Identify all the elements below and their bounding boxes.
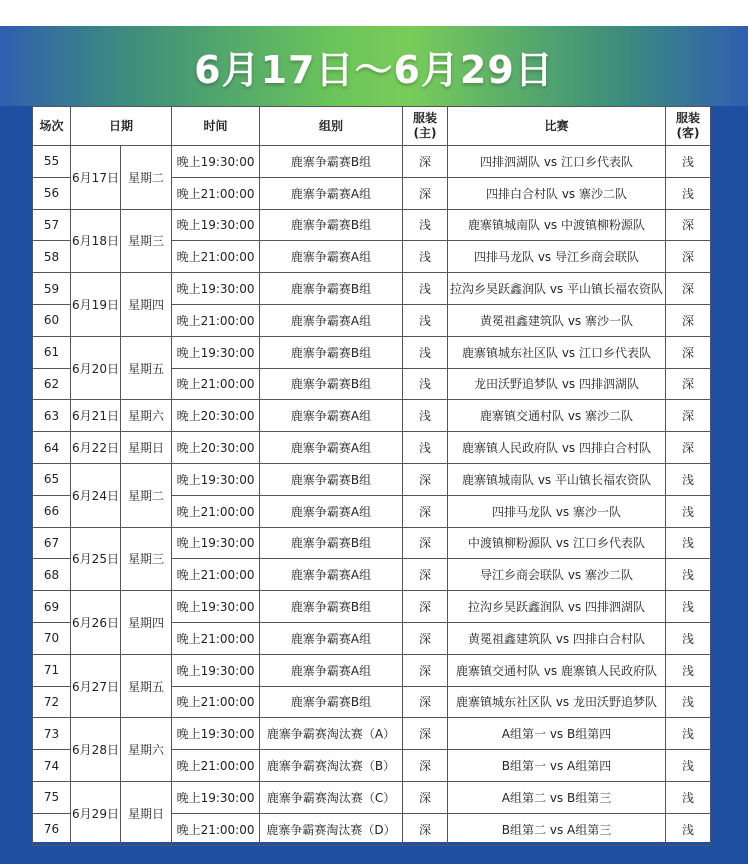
time-cell: 晚上20:30:00 xyxy=(172,400,260,432)
home-kit-cell: 浅 xyxy=(403,432,448,464)
table-row xyxy=(33,209,711,241)
weekday-cell: 星期日 xyxy=(121,781,172,845)
date-cell: 6月29日 xyxy=(71,781,121,845)
match-cell: 四排马龙队 vs 寨沙一队 xyxy=(448,495,666,527)
match-cell: B组第一 vs A组第四 xyxy=(448,750,666,782)
group-cell: 鹿寨争霸赛B组 xyxy=(260,146,403,178)
table-row xyxy=(33,432,711,464)
home-kit-cell: 深 xyxy=(403,654,448,686)
table-row xyxy=(33,336,711,368)
group-cell: 鹿寨争霸赛B组 xyxy=(260,209,403,241)
home-kit-cell: 深 xyxy=(403,463,448,495)
table-row xyxy=(33,718,711,750)
away-kit-cell: 浅 xyxy=(666,559,711,591)
table-row xyxy=(33,463,711,495)
match-cell: 鹿寨镇交通村队 vs 鹿寨镇人民政府队 xyxy=(448,654,666,686)
time-cell: 晚上19:30:00 xyxy=(172,209,260,241)
date-cell: 6月25日 xyxy=(71,527,121,591)
home-kit-cell: 深 xyxy=(403,622,448,654)
away-kit-cell: 浅 xyxy=(666,718,711,750)
away-kit-cell: 浅 xyxy=(666,654,711,686)
match-number: 62 xyxy=(33,368,71,400)
match-number: 63 xyxy=(33,400,71,432)
date-cell: 6月17日 xyxy=(71,146,121,210)
away-kit-cell: 浅 xyxy=(666,591,711,623)
match-number: 66 xyxy=(33,495,71,527)
group-cell: 鹿寨争霸赛A组 xyxy=(260,559,403,591)
home-kit-cell: 深 xyxy=(403,527,448,559)
home-kit-cell: 深 xyxy=(403,813,448,845)
group-cell: 鹿寨争霸赛淘汰赛（D） xyxy=(260,813,403,845)
weekday-cell: 星期日 xyxy=(121,432,172,464)
header-away-kit-line1: 服装 xyxy=(676,111,701,125)
schedule-table-container xyxy=(32,106,710,842)
home-kit-cell: 深 xyxy=(403,686,448,718)
match-number: 67 xyxy=(33,527,71,559)
match-cell: 鹿寨镇交通村队 vs 寨沙二队 xyxy=(448,400,666,432)
match-cell: 鹿寨镇城南队 vs 中渡镇柳粉源队 xyxy=(448,209,666,241)
group-cell: 鹿寨争霸赛A组 xyxy=(260,241,403,273)
header-match: 比赛 xyxy=(448,107,666,146)
weekday-cell: 星期二 xyxy=(121,463,172,527)
away-kit-cell: 深 xyxy=(666,273,711,305)
weekday-cell: 星期四 xyxy=(121,591,172,655)
table-row xyxy=(33,400,711,432)
away-kit-cell: 浅 xyxy=(666,463,711,495)
time-cell: 晚上21:00:00 xyxy=(172,495,260,527)
time-cell: 晚上21:00:00 xyxy=(172,750,260,782)
time-cell: 晚上21:00:00 xyxy=(172,686,260,718)
away-kit-cell: 浅 xyxy=(666,177,711,209)
group-cell: 鹿寨争霸赛A组 xyxy=(260,654,403,686)
group-cell: 鹿寨争霸赛B组 xyxy=(260,527,403,559)
time-cell: 晚上21:00:00 xyxy=(172,177,260,209)
group-cell: 鹿寨争霸赛A组 xyxy=(260,622,403,654)
table-row xyxy=(33,146,711,178)
home-kit-cell: 浅 xyxy=(403,368,448,400)
group-cell: 鹿寨争霸赛淘汰赛（C） xyxy=(260,781,403,813)
time-cell: 晚上19:30:00 xyxy=(172,336,260,368)
header-away-kit-line2: (客) xyxy=(676,126,700,140)
time-cell: 晚上21:00:00 xyxy=(172,559,260,591)
weekday-cell: 星期三 xyxy=(121,527,172,591)
match-cell: 鹿寨镇城南队 vs 平山镇长福农资队 xyxy=(448,463,666,495)
time-cell: 晚上21:00:00 xyxy=(172,304,260,336)
header-time: 时间 xyxy=(172,107,260,146)
schedule-body xyxy=(33,146,711,846)
time-cell: 晚上19:30:00 xyxy=(172,273,260,305)
weekday-cell: 星期四 xyxy=(121,273,172,337)
away-kit-cell: 浅 xyxy=(666,750,711,782)
home-kit-cell: 深 xyxy=(403,146,448,178)
away-kit-cell: 深 xyxy=(666,400,711,432)
away-kit-cell: 深 xyxy=(666,304,711,336)
page-title: 6月17日～6月29日 xyxy=(194,47,554,92)
weekday-cell: 星期五 xyxy=(121,654,172,718)
match-number: 74 xyxy=(33,750,71,782)
away-kit-cell: 深 xyxy=(666,432,711,464)
date-cell: 6月26日 xyxy=(71,591,121,655)
header-home-kit xyxy=(403,107,448,146)
away-kit-cell: 深 xyxy=(666,336,711,368)
away-kit-cell: 深 xyxy=(666,368,711,400)
match-cell: 四排马龙队 vs 导江乡商会联队 xyxy=(448,241,666,273)
home-kit-cell: 浅 xyxy=(403,336,448,368)
match-number: 59 xyxy=(33,273,71,305)
home-kit-cell: 深 xyxy=(403,591,448,623)
away-kit-cell: 浅 xyxy=(666,813,711,845)
match-cell: 四排白合村队 vs 寨沙二队 xyxy=(448,177,666,209)
match-number: 61 xyxy=(33,336,71,368)
time-cell: 晚上19:30:00 xyxy=(172,146,260,178)
home-kit-cell: 深 xyxy=(403,495,448,527)
header-row xyxy=(33,107,711,146)
group-cell: 鹿寨争霸赛B组 xyxy=(260,686,403,718)
group-cell: 鹿寨争霸赛A组 xyxy=(260,432,403,464)
match-number: 58 xyxy=(33,241,71,273)
header-home-kit-line2: (主) xyxy=(413,126,437,140)
match-number: 75 xyxy=(33,781,71,813)
header-group: 组别 xyxy=(260,107,403,146)
home-kit-cell: 深 xyxy=(403,750,448,782)
group-cell: 鹿寨争霸赛A组 xyxy=(260,400,403,432)
schedule-table xyxy=(32,106,711,846)
away-kit-cell: 浅 xyxy=(666,527,711,559)
match-cell: 导江乡商会联队 vs 寨沙二队 xyxy=(448,559,666,591)
header-date: 日期 xyxy=(71,107,172,146)
group-cell: 鹿寨争霸赛A组 xyxy=(260,495,403,527)
match-number: 57 xyxy=(33,209,71,241)
header-no: 场次 xyxy=(33,107,71,146)
match-number: 69 xyxy=(33,591,71,623)
match-cell: 鹿寨镇人民政府队 vs 四排白合村队 xyxy=(448,432,666,464)
group-cell: 鹿寨争霸赛淘汰赛（B） xyxy=(260,750,403,782)
match-cell: 中渡镇柳粉源队 vs 江口乡代表队 xyxy=(448,527,666,559)
match-cell: 黄冕祖鑫建筑队 vs 寨沙一队 xyxy=(448,304,666,336)
group-cell: 鹿寨争霸赛A组 xyxy=(260,177,403,209)
match-number: 71 xyxy=(33,654,71,686)
home-kit-cell: 深 xyxy=(403,718,448,750)
match-cell: B组第二 vs A组第三 xyxy=(448,813,666,845)
match-number: 76 xyxy=(33,813,71,845)
home-kit-cell: 深 xyxy=(403,781,448,813)
time-cell: 晚上19:30:00 xyxy=(172,527,260,559)
match-cell: A组第一 vs B组第四 xyxy=(448,718,666,750)
group-cell: 鹿寨争霸赛A组 xyxy=(260,304,403,336)
time-cell: 晚上20:30:00 xyxy=(172,432,260,464)
home-kit-cell: 浅 xyxy=(403,241,448,273)
away-kit-cell: 浅 xyxy=(666,146,711,178)
table-row xyxy=(33,273,711,305)
match-number: 64 xyxy=(33,432,71,464)
match-cell: 拉沟乡昊跃鑫润队 vs 四排泗湖队 xyxy=(448,591,666,623)
group-cell: 鹿寨争霸赛B组 xyxy=(260,368,403,400)
time-cell: 晚上19:30:00 xyxy=(172,781,260,813)
away-kit-cell: 浅 xyxy=(666,622,711,654)
time-cell: 晚上19:30:00 xyxy=(172,591,260,623)
weekday-cell: 星期六 xyxy=(121,400,172,432)
group-cell: 鹿寨争霸赛B组 xyxy=(260,463,403,495)
time-cell: 晚上21:00:00 xyxy=(172,368,260,400)
weekday-cell: 星期三 xyxy=(121,209,172,273)
group-cell: 鹿寨争霸赛淘汰赛（A） xyxy=(260,718,403,750)
date-cell: 6月24日 xyxy=(71,463,121,527)
match-number: 60 xyxy=(33,304,71,336)
match-number: 72 xyxy=(33,686,71,718)
match-number: 65 xyxy=(33,463,71,495)
time-cell: 晚上19:30:00 xyxy=(172,718,260,750)
date-cell: 6月19日 xyxy=(71,273,121,337)
home-kit-cell: 深 xyxy=(403,177,448,209)
top-band xyxy=(0,0,748,26)
table-row xyxy=(33,591,711,623)
table-row xyxy=(33,654,711,686)
match-number: 70 xyxy=(33,622,71,654)
match-cell: 鹿寨镇城东社区队 vs 龙田沃野追梦队 xyxy=(448,686,666,718)
date-cell: 6月28日 xyxy=(71,718,121,782)
away-kit-cell: 深 xyxy=(666,209,711,241)
date-cell: 6月20日 xyxy=(71,336,121,400)
home-kit-cell: 深 xyxy=(403,559,448,591)
weekday-cell: 星期六 xyxy=(121,718,172,782)
group-cell: 鹿寨争霸赛B组 xyxy=(260,336,403,368)
date-cell: 6月18日 xyxy=(71,209,121,273)
header-home-kit-line1: 服装 xyxy=(413,111,438,125)
match-number: 56 xyxy=(33,177,71,209)
match-cell: 黄冕祖鑫建筑队 vs 四排白合村队 xyxy=(448,622,666,654)
time-cell: 晚上21:00:00 xyxy=(172,622,260,654)
header-away-kit xyxy=(666,107,711,146)
banner xyxy=(0,26,748,106)
home-kit-cell: 浅 xyxy=(403,400,448,432)
match-number: 55 xyxy=(33,146,71,178)
time-cell: 晚上19:30:00 xyxy=(172,654,260,686)
home-kit-cell: 浅 xyxy=(403,304,448,336)
match-cell: A组第二 vs B组第三 xyxy=(448,781,666,813)
weekday-cell: 星期五 xyxy=(121,336,172,400)
away-kit-cell: 浅 xyxy=(666,686,711,718)
date-cell: 6月27日 xyxy=(71,654,121,718)
match-cell: 鹿寨镇城东社区队 vs 江口乡代表队 xyxy=(448,336,666,368)
home-kit-cell: 浅 xyxy=(403,209,448,241)
date-cell: 6月21日 xyxy=(71,400,121,432)
match-cell: 龙田沃野追梦队 vs 四排泗湖队 xyxy=(448,368,666,400)
match-cell: 四排泗湖队 vs 江口乡代表队 xyxy=(448,146,666,178)
home-kit-cell: 浅 xyxy=(403,273,448,305)
weekday-cell: 星期二 xyxy=(121,146,172,210)
match-number: 73 xyxy=(33,718,71,750)
table-row xyxy=(33,781,711,813)
away-kit-cell: 浅 xyxy=(666,781,711,813)
time-cell: 晚上21:00:00 xyxy=(172,241,260,273)
match-cell: 拉沟乡昊跃鑫润队 vs 平山镇长福农资队 xyxy=(448,273,666,305)
time-cell: 晚上19:30:00 xyxy=(172,463,260,495)
group-cell: 鹿寨争霸赛B组 xyxy=(260,273,403,305)
date-cell: 6月22日 xyxy=(71,432,121,464)
away-kit-cell: 浅 xyxy=(666,495,711,527)
match-number: 68 xyxy=(33,559,71,591)
group-cell: 鹿寨争霸赛B组 xyxy=(260,591,403,623)
away-kit-cell: 深 xyxy=(666,241,711,273)
time-cell: 晚上21:00:00 xyxy=(172,813,260,845)
table-row xyxy=(33,527,711,559)
